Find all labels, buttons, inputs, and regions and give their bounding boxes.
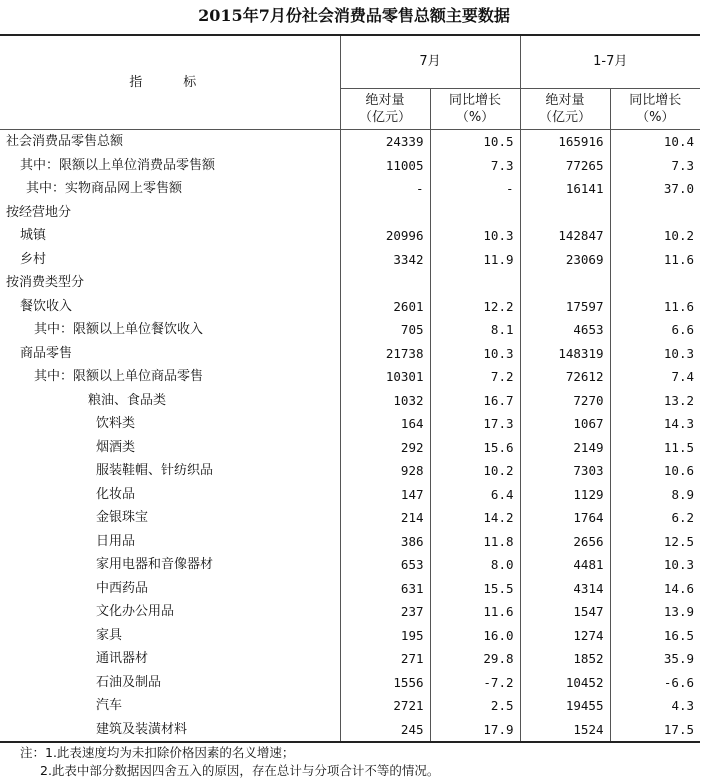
month-yoy-value: 6.4 (430, 483, 520, 507)
month-abs-value: 271 (340, 647, 430, 671)
ytd-abs-value: 142847 (520, 224, 610, 248)
month-abs-value (340, 201, 430, 225)
ytd-yoy-value: 11.6 (663, 298, 695, 314)
ytd-abs-value: 1067 (520, 412, 610, 436)
row-label: 其中：限额以上单位商品零售 (0, 365, 340, 389)
row-label: 商品零售 (0, 342, 340, 366)
month-abs-value: 631 (340, 577, 430, 601)
ytd-abs-value: 148319 (520, 342, 610, 366)
month-abs-value: 3342 (340, 248, 430, 272)
row-label: 烟酒类 (0, 436, 340, 460)
table-row (0, 201, 700, 225)
month-yoy-value: 11.6 (430, 600, 520, 624)
month-yoy-value: 15.6 (430, 436, 520, 460)
month-abs-value: 2721 (340, 694, 430, 718)
month-abs-value: 245 (340, 718, 430, 743)
row-label: 家具 (0, 624, 340, 648)
month-abs-value: 20996 (340, 224, 430, 248)
row-label: 乡村 (0, 248, 340, 272)
ytd-yoy-value: 37.0 (663, 181, 695, 196)
month-abs-value: 292 (340, 436, 430, 460)
ytd-abs-value (520, 271, 610, 295)
col-abs-header-ytd: 绝对量 （亿元） (520, 89, 610, 130)
month-yoy-value: 12.2 (430, 295, 520, 319)
month-yoy-value: 11.8 (430, 530, 520, 554)
row-label: 通讯器材 (0, 647, 340, 671)
month-yoy-value: 10.5 (430, 130, 520, 154)
ytd-yoy-value: -6.6 (663, 674, 695, 690)
ytd-abs-value: 17597 (520, 295, 610, 319)
month-yoy-value: 17.9 (430, 718, 520, 743)
table-row (0, 600, 700, 624)
table-row (0, 694, 700, 718)
row-label: 石油及制品 (0, 671, 340, 695)
table-row (0, 647, 700, 671)
month-yoy-value: 17.3 (430, 412, 520, 436)
col-abs-header-month: 绝对量 （亿元） (340, 89, 430, 130)
retail-sales-table (0, 34, 700, 743)
month-abs-value: 24339 (340, 130, 430, 154)
table-row (0, 577, 700, 601)
month-abs-value: 705 (340, 318, 430, 342)
footnote-1: 注：1.此表速度均为未扣除价格因素的名义增速； (20, 745, 295, 760)
ytd-yoy-value: 6.6 (671, 322, 695, 337)
month-yoy-value: 10.2 (430, 459, 520, 483)
ytd-abs-value: 2149 (520, 436, 610, 460)
ytd-yoy-value: 10.6 (663, 463, 695, 478)
row-label: 家用电器和音像器材 (0, 553, 340, 577)
month-abs-value: 10301 (340, 365, 430, 389)
month-yoy-value: - (430, 177, 520, 201)
row-label: 其中：限额以上单位消费品零售额 (0, 154, 340, 178)
ytd-yoy-value: 14.3 (663, 416, 695, 431)
ytd-yoy-value: 14.6 (663, 580, 695, 596)
ytd-abs-value: 19455 (520, 694, 610, 718)
ytd-abs-value: 4481 (520, 553, 610, 577)
header-row-period (0, 35, 700, 89)
month-yoy-value: -7.2 (430, 671, 520, 695)
table-row (0, 483, 700, 507)
month-abs-value: 928 (340, 459, 430, 483)
row-label: 其中：限额以上单位餐饮收入 (0, 318, 340, 342)
ytd-yoy-value: 17.5 (663, 721, 695, 737)
ytd-yoy-value: 8.9 (671, 486, 695, 502)
ytd-yoy-value (610, 201, 700, 225)
month-abs-value: 195 (340, 624, 430, 648)
table-row (0, 718, 700, 743)
table-row (0, 318, 700, 342)
ytd-yoy-value: 16.5 (663, 627, 695, 643)
month-yoy-value: 16.7 (430, 389, 520, 413)
table-row (0, 389, 700, 413)
month-abs-value: 2601 (340, 295, 430, 319)
ytd-abs-value: 4314 (520, 577, 610, 601)
table-row (0, 412, 700, 436)
month-abs-value: 21738 (340, 342, 430, 366)
table-row (0, 436, 700, 460)
ytd-abs-value: 77265 (520, 154, 610, 178)
month-abs-value: 214 (340, 506, 430, 530)
ytd-yoy-value: 4.3 (671, 698, 695, 713)
ytd-yoy-value: 13.2 (663, 392, 695, 408)
row-label: 按消费类型分 (0, 271, 340, 295)
ytd-abs-value: 7270 (520, 389, 610, 413)
table-row (0, 154, 700, 178)
row-label: 汽车 (0, 694, 340, 718)
row-label: 化妆品 (0, 483, 340, 507)
month-abs-value: 11005 (340, 154, 430, 178)
ytd-abs-value: 1547 (520, 600, 610, 624)
ytd-yoy-value: 10.4 (663, 134, 695, 149)
table-body (0, 130, 700, 743)
month-yoy-value (430, 271, 520, 295)
month-abs-value: - (340, 177, 430, 201)
ytd-abs-value: 1764 (520, 506, 610, 530)
period-month-header: 7月 (340, 35, 520, 89)
row-label: 服装鞋帽、针纺织品 (0, 459, 340, 483)
ytd-yoy-value: 7.4 (671, 369, 695, 384)
footnotes (20, 744, 700, 780)
table-row (0, 271, 700, 295)
ytd-yoy-value: 10.2 (663, 228, 695, 243)
col-yoy-header-ytd: 同比增长 （%） (610, 89, 700, 130)
month-yoy-value (430, 201, 520, 225)
month-yoy-value: 8.1 (430, 318, 520, 342)
ytd-abs-value: 1852 (520, 647, 610, 671)
table-row (0, 248, 700, 272)
table-row (0, 365, 700, 389)
month-abs-value: 237 (340, 600, 430, 624)
ytd-abs-value: 2656 (520, 530, 610, 554)
row-label: 其中：实物商品网上零售额 (0, 177, 340, 201)
month-abs-value (340, 271, 430, 295)
period-ytd-header: 1-7月 (520, 35, 700, 89)
table-row (0, 553, 700, 577)
ytd-yoy-value: 10.3 (663, 345, 695, 361)
month-yoy-value: 10.3 (430, 342, 520, 366)
ytd-abs-value: 72612 (520, 365, 610, 389)
ytd-abs-value: 23069 (520, 248, 610, 272)
month-yoy-value: 11.9 (430, 248, 520, 272)
table-row (0, 224, 700, 248)
ytd-yoy-value: 12.5 (663, 533, 695, 549)
ytd-abs-value: 16141 (520, 177, 610, 201)
row-label: 日用品 (0, 530, 340, 554)
ytd-yoy-value: 35.9 (663, 651, 695, 666)
ytd-yoy-value: 11.5 (663, 439, 695, 455)
ytd-abs-value: 4653 (520, 318, 610, 342)
ytd-abs-value: 1274 (520, 624, 610, 648)
month-abs-value: 147 (340, 483, 430, 507)
ytd-abs-value: 1129 (520, 483, 610, 507)
row-label: 文化办公用品 (0, 600, 340, 624)
table-row (0, 624, 700, 648)
month-abs-value: 1556 (340, 671, 430, 695)
month-abs-value: 653 (340, 553, 430, 577)
row-label: 按经营地分 (0, 201, 340, 225)
indicator-header: 指 标 (0, 35, 340, 130)
row-label: 社会消费品零售总额 (0, 130, 340, 154)
ytd-abs-value: 7303 (520, 459, 610, 483)
month-yoy-value: 10.3 (430, 224, 520, 248)
table-row (0, 506, 700, 530)
ytd-abs-value: 165916 (520, 130, 610, 154)
table-row (0, 671, 700, 695)
table-row (0, 342, 700, 366)
month-abs-value: 164 (340, 412, 430, 436)
row-label: 城镇 (0, 224, 340, 248)
footnote-2: 2.此表中部分数据因四舍五入的原因，存在总计与分项合计不等的情况。 (40, 763, 440, 778)
ytd-yoy-value (610, 271, 700, 295)
month-yoy-value: 16.0 (430, 624, 520, 648)
month-abs-value: 386 (340, 530, 430, 554)
row-label: 饮料类 (0, 412, 340, 436)
row-label: 粮油、食品类 (0, 389, 340, 413)
col-yoy-header-month: 同比增长 （%） (430, 89, 520, 130)
table-row (0, 177, 700, 201)
month-yoy-value: 8.0 (430, 553, 520, 577)
row-label: 餐饮收入 (0, 295, 340, 319)
page-title: 2015年7月份社会消费品零售总额主要数据 (198, 6, 510, 25)
ytd-yoy-value: 13.9 (663, 604, 695, 619)
month-yoy-value: 7.3 (430, 154, 520, 178)
month-yoy-value: 14.2 (430, 506, 520, 530)
ytd-yoy-value: 11.6 (663, 251, 695, 267)
row-label: 金银珠宝 (0, 506, 340, 530)
table-row (0, 459, 700, 483)
month-yoy-value: 15.5 (430, 577, 520, 601)
ytd-yoy-value: 10.3 (663, 557, 695, 572)
row-label: 中西药品 (0, 577, 340, 601)
month-yoy-value: 29.8 (430, 647, 520, 671)
table-row (0, 530, 700, 554)
month-yoy-value: 2.5 (430, 694, 520, 718)
ytd-abs-value (520, 201, 610, 225)
ytd-yoy-value: 7.3 (671, 157, 695, 173)
table-row (0, 295, 700, 319)
table-row (0, 130, 700, 154)
ytd-yoy-value: 6.2 (671, 510, 695, 525)
month-yoy-value: 7.2 (430, 365, 520, 389)
ytd-abs-value: 10452 (520, 671, 610, 695)
row-label: 建筑及装潢材料 (0, 718, 340, 743)
ytd-abs-value: 1524 (520, 718, 610, 743)
month-abs-value: 1032 (340, 389, 430, 413)
